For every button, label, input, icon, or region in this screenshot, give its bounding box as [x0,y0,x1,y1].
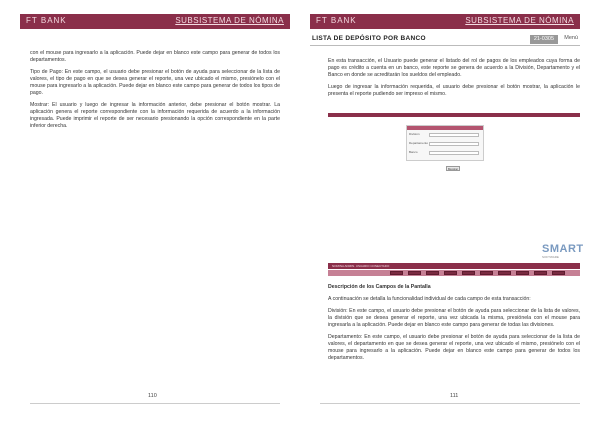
menu-link[interactable]: Menú [564,35,578,41]
screenshot-titlebar [328,113,580,117]
show-button[interactable]: Mostrar [447,167,459,171]
division-input[interactable] [429,133,479,137]
screen-title: LISTA DE DEPÓSITO POR BANCO [312,35,426,42]
toolbar-button[interactable] [516,271,529,275]
toolbar-button[interactable] [552,271,565,275]
department-input[interactable] [429,142,479,146]
paragraph: Mostrar: El usuario y luego de ingresar la información anterior, debe presionar el botón mostrar. La aplicación genera el reporte correspondiente con la información requerida de acuerdo a la información ingresada. Puede imprimir el reporte de ser necesario presionando la opción correspondiente en la parte inferior derecha. [30,102,280,129]
division-label: División [409,132,420,136]
bank-label: Banco [409,150,418,154]
form-header [407,126,483,130]
toolbar-button[interactable] [462,271,475,275]
screen-title-row [310,34,580,46]
section-title: Descripción de los Campos de la Pantalla [328,284,431,290]
brand-logo: FT BANK [316,16,357,25]
form-row-department [407,141,483,148]
paragraph: con el mouse para ingresarlo a la aplicación. Puede dejar en blanco este campo para generar de todos los departamentos. [30,50,280,63]
paragraph: A continuación se detalla la funcionalidad individual de cada campo de esta transacción: [328,296,531,302]
toolbar-button[interactable] [498,271,511,275]
toolbar-button[interactable] [444,271,457,275]
toolbar-button[interactable] [426,271,439,275]
app-menubar [328,263,580,269]
right-page [300,0,600,424]
toolbar-button[interactable] [390,271,403,275]
smart-logo [542,243,584,259]
toolbar-button[interactable] [408,271,421,275]
paragraph: Tipo de Pago: En este campo, el usuario debe presionar el botón de ayuda para seleccionar de la lista de valores, el tipo de pago en que se desea generar el reporte, una vez ubicado el mismo, presiónelo con el mouse para ingresarlo a la aplicación. Puede dejar en blanco este campo para generar de todos los tipos de pago. [30,69,280,96]
report-form [406,125,484,161]
header-banner [20,14,290,29]
left-body [30,50,280,135]
smart-logo-text: SMART [542,243,584,255]
subsystem-title: SUBSISTEMA DE NÓMINA [465,16,574,25]
smart-logo-tag: SOFTWARE [542,255,559,259]
page-number: 111 [450,393,459,399]
toolbar-button[interactable] [534,271,547,275]
toolbar-button[interactable] [480,271,493,275]
subsystem-title: SUBSISTEMA DE NÓMINA [175,16,284,25]
paragraph: En esta transacción, el Usuario puede generar el listado del rol de pagos de los empleados cuya forma de pago es crédito a cuenta en un banco, este reporte se genera de acuerdo a la División, Departamento y el Banco en donde se acreditarán los sueldos del empleado. [328,58,580,78]
header-banner [310,14,580,29]
footer-divider [320,403,580,404]
page-number: 110 [148,393,157,399]
menubar-text: NOMINA ADMIN. USUARIO CONECTADO [332,264,390,268]
brand-logo: FT BANK [26,16,67,25]
form-row-division [407,132,483,139]
department-label: Departamento [409,141,429,145]
paragraph: División: En este campo, el usuario debe presionar el botón de ayuda para seleccionar de la lista de valores, la división que se desea generar el reporte, una vez ubicada la misma, presiónela con el mouse para ingresarla a la aplicación. Puede dejar en blanco este campo para generar de todas las divisiones. [328,308,580,328]
screen-code-badge: 21-0305 [530,35,558,44]
intro-text [328,58,580,103]
footer-divider [30,403,280,404]
form-row-bank [407,150,483,157]
paragraph: Departamento: En este campo, el usuario debe presionar el botón de ayuda para seleccionar de la lista de valores, el departamento en que se desea generar el reporte, una vez ubicado el mismo, presiónelo con el mouse para ingresarlo a la aplicación. Puede dejar en blanco este campo para generar de todos los departamentos. [328,334,580,361]
paragraph: Luego de ingresar la información requerida, el usuario debe presionar el botón mostrar, la aplicación le presenta el reporte pudiendo ser impreso el mismo. [328,84,580,97]
app-toolbar [328,270,580,276]
application-screenshot [328,113,584,273]
fields-description [328,284,580,367]
bank-input[interactable] [429,151,479,155]
